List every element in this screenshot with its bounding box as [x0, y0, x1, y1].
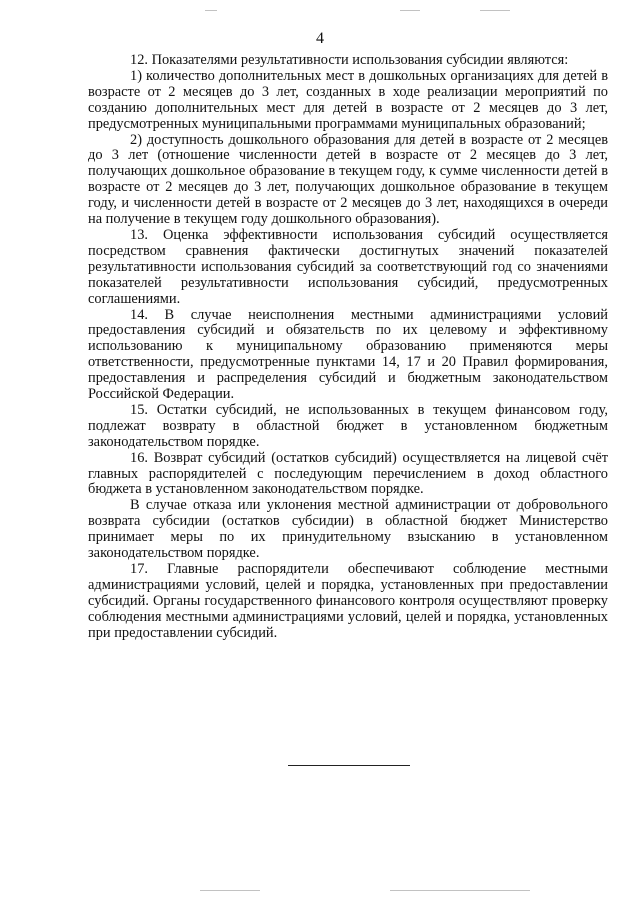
end-divider — [288, 765, 410, 766]
paragraph-12: 12. Показателями результативности использования субсидии являются: — [130, 52, 569, 68]
paragraph-16: 16. Возврат субсидий (остатков субсидий) осуществляется на лицевой счёт главных распорядителей с последующим перечислением в доход областного бюджета в установленном законодательством порядке. — [88, 449, 608, 498]
paragraph-12-item-1: 1) количество дополнительных мест в дошкольных организациях для детей в возрасте от 2 месяцев до 3 лет, созданных в ходе реализации мероприятий по созданию дополнительных мест для детей в возрасте от 2 месяцев до 3 лет, предусмотренных муниципальными программами муниципальных образований; — [88, 67, 608, 132]
page-number: 4 — [316, 30, 324, 47]
document-body — [88, 53, 608, 642]
scan-artifact — [480, 10, 510, 11]
scan-artifact — [400, 10, 420, 11]
paragraph-12-item-2: 2) доступность дошкольного образования для детей в возрасте от 2 месяцев до 3 лет (отношение численности детей в возрасте от 2 месяцев до 3 лет, получающих дошкольное образование в текущем году, к сумме численности детей в возрасте от 2 месяцев до 3 лет, получающих дошкольное образование в текущем году, и численности детей в возрасте от 2 месяцев до 3 лет, находящихся в очереди на получение в текущем году дошкольного образования). — [88, 131, 608, 228]
scan-artifact — [205, 10, 217, 11]
paragraph-14: 14. В случае неисполнения местными администрациями условий предоставления субсидий и обязательств по их целевому и эффективному использованию к муниципальному образованию применяются меры ответственности, предусмотренные пунктами 14, 17 и 20 Правил формирования, предоставления и распределения субсидий и бюджетным законодательством Российской Федерации. — [88, 306, 608, 403]
scan-artifact — [200, 890, 260, 891]
paragraph-13: 13. Оценка эффективности использования субсидий осуществляется посредством сравнения фактически достигнутых значений показателей результативности использования субсидий за соответствующий год со значениями показателей результативности использования субсидий, предусмотренных соглашениями. — [88, 226, 608, 307]
paragraph-15: 15. Остатки субсидий, не использованных в текущем финансовом году, подлежат возврату в областной бюджет в установленном бюджетным законодательством порядке. — [88, 401, 608, 450]
scan-artifact — [390, 890, 530, 891]
paragraph-17: 17. Главные распорядители обеспечивают соблюдение местными администрациями условий, целей и порядка, установленных при предоставлении субсидий. Органы государственного финансового контроля осуществляют проверку соблюдения местными администрациями условий, целей и порядка, установленных при предоставлении субсидий. — [88, 561, 608, 641]
paragraph-16-continued: В случае отказа или уклонения местной администрации от добровольного возврата субсидии (остатков субсидии) в областной бюджет Министерство принимает меры по их принудительному взысканию в установленном законодательством порядке. — [88, 497, 608, 562]
